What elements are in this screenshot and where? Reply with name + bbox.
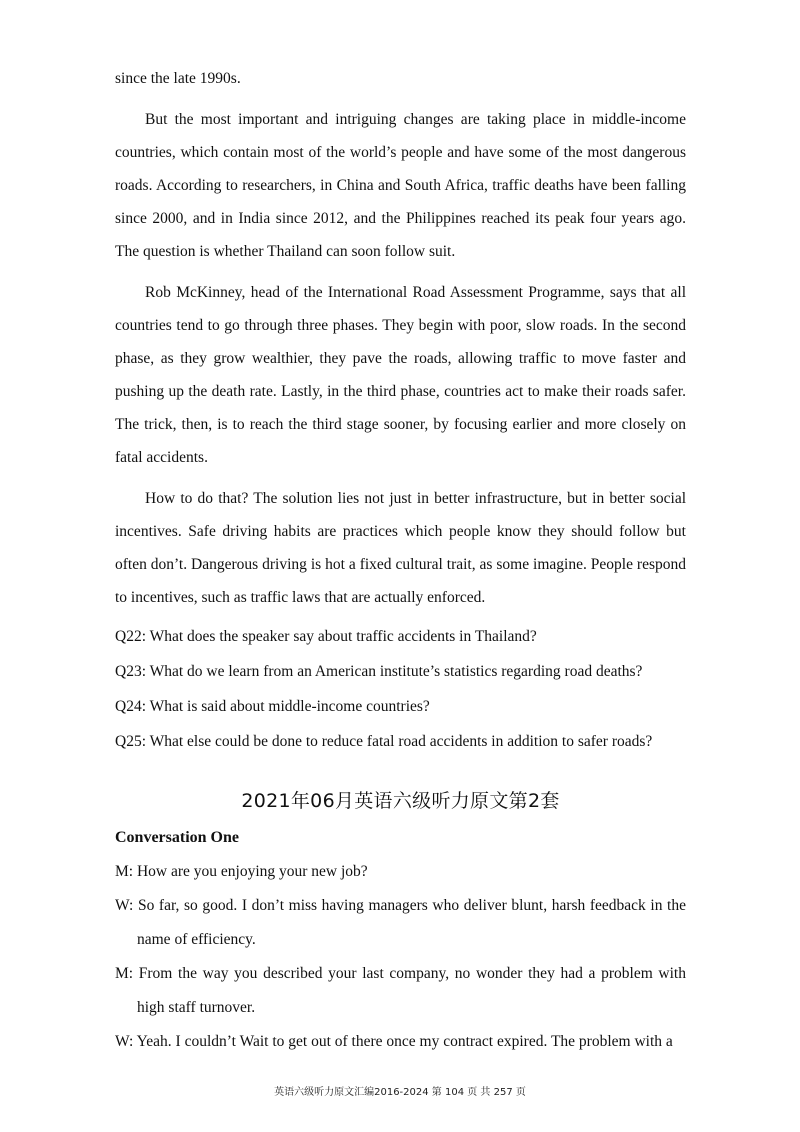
conversation-heading: Conversation One: [115, 829, 239, 846]
paragraph-continuation: since the late 1990s.: [115, 70, 241, 87]
dialogue-turn: M: How are you enjoying your new job?: [115, 863, 368, 880]
dialogue-turn: W: Yeah. I couldn’t Wait to get out of there once my contract expired. The problem with a: [115, 1033, 673, 1050]
question-25: Q25: What else could be done to reduce fatal road accidents in addition to safer roads?: [115, 733, 653, 750]
paragraph-incentives: How to do that? The solution lies not just in better infrastructure, but in better social incentives. Safe driving habits are practices which people know they should follow but often don’t. Dangerous driving is hot a fixed cultural trait, as some imagine. People respond to incentives, such as traffic laws that are actually enforced.: [115, 490, 686, 606]
question-23: Q23: What do we learn from an American institute’s statistics regarding road deaths?: [115, 663, 643, 680]
question-24: Q24: What is said about middle-income countries?: [115, 698, 430, 715]
dialogue-turn: W: So far, so good. I don’t miss having managers who deliver blunt, harsh feedback in the name of efficiency.: [115, 897, 686, 948]
paragraph-middle-income: But the most important and intriguing changes are taking place in middle-income countries, which contain most of the world’s people and have some of the most dangerous roads. According to researchers, in China and South Africa, traffic deaths have been falling since 2000, and in India since 2012, and the Philippines reached its peak four years ago. The question is whether Thailand can soon follow suit.: [115, 111, 686, 260]
question-22: Q22: What does the speaker say about traffic accidents in Thailand?: [115, 628, 537, 645]
section-title: 2021年06月英语六级听力原文第2套: [241, 790, 560, 812]
dialogue-turn: M: From the way you described your last company, no wonder they had a problem with high staff turnover.: [115, 965, 686, 1016]
document-page: [115, 0, 686, 1059]
paragraph-mckinney: Rob McKinney, head of the International Road Assessment Programme, says that all countries tend to go through three phases. They begin with poor, slow roads. In the second phase, as they grow wealthier, they pave the roads, allowing traffic to move faster and pushing up the death rate. Lastly, in the third phase, countries act to make their roads safer. The trick, then, is to reach the third stage sooner, by focusing earlier and more closely on fatal accidents.: [115, 284, 686, 466]
page-footer: 英语六级听力原文汇编2016-2024 第 104 页 共 257 页: [274, 1087, 526, 1098]
